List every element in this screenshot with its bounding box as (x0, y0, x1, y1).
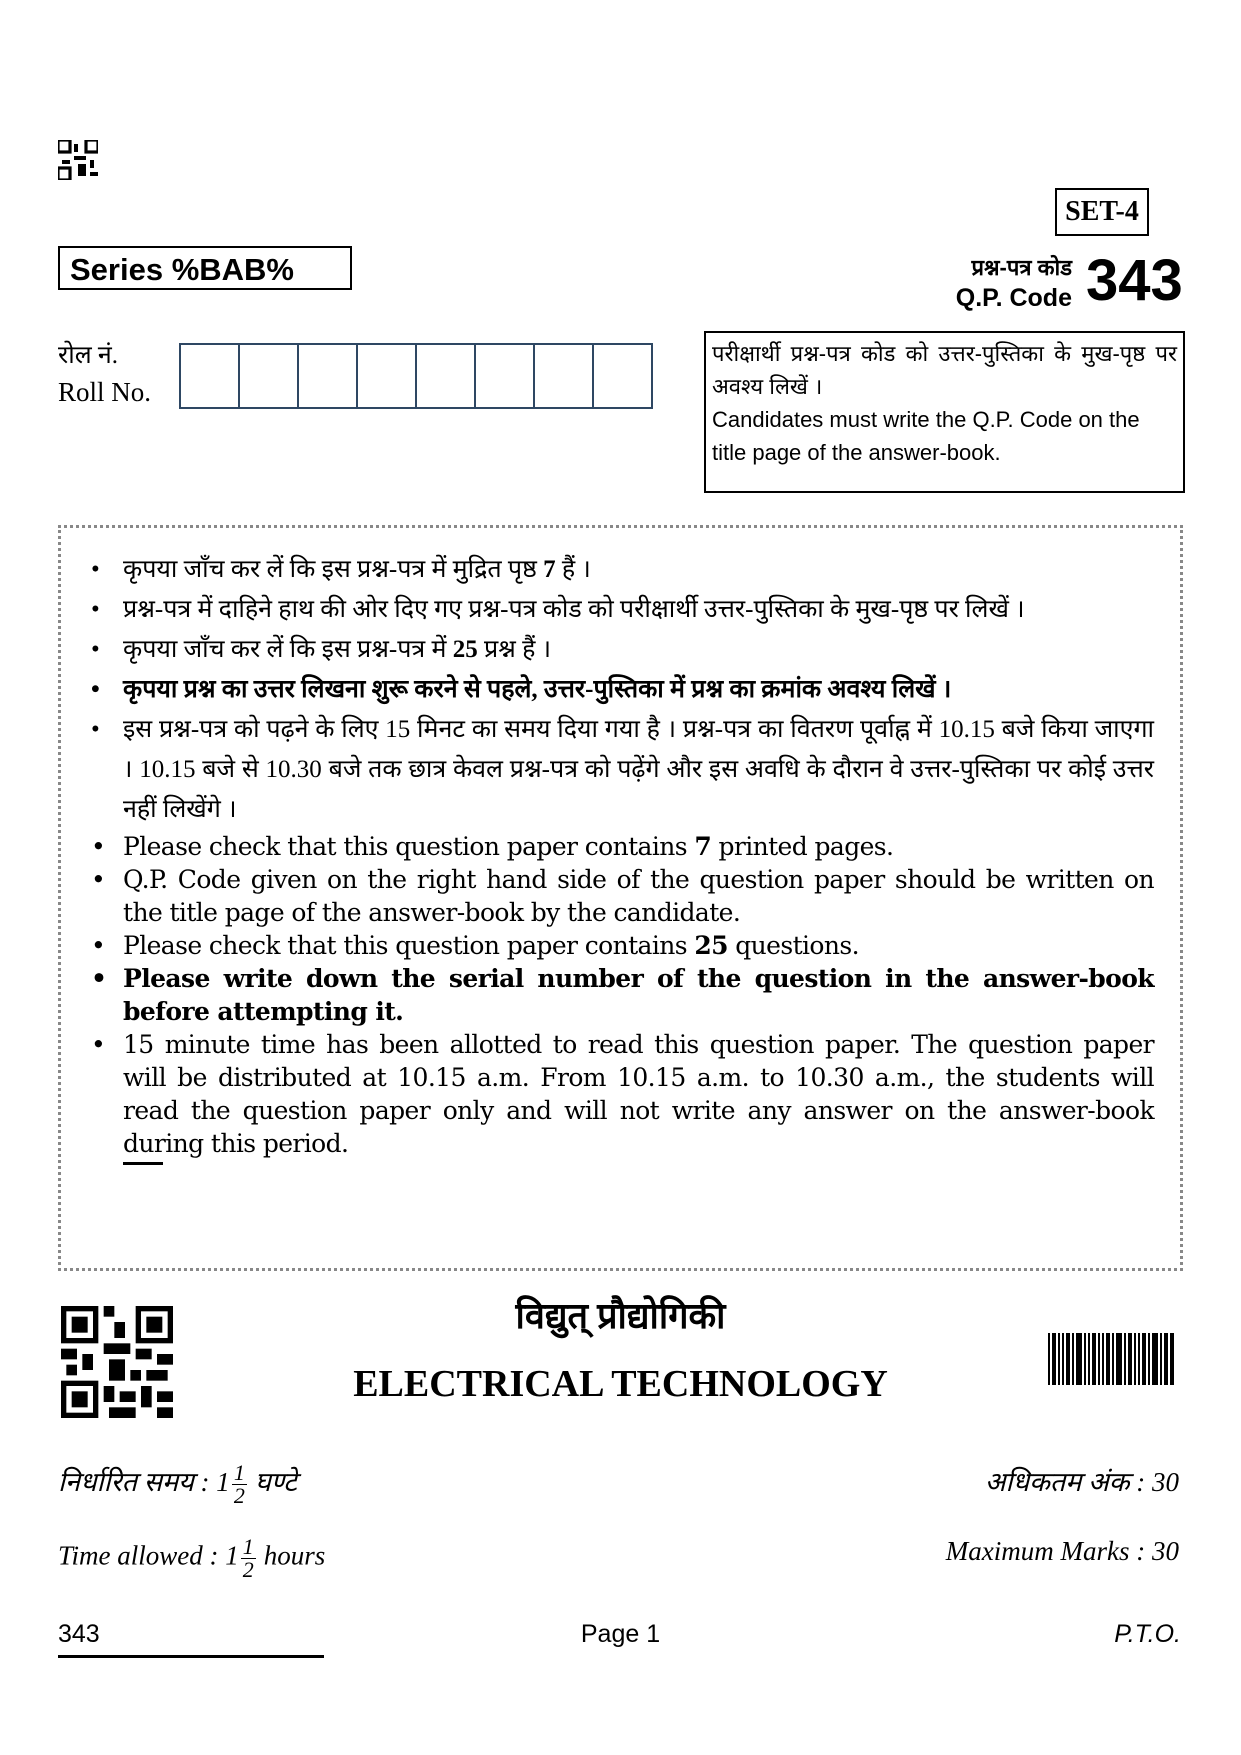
instruction-item: • Please write down the serial number of the question in the answer-book before attempting it. (91, 962, 1154, 1028)
page-number: Page 1 (580, 1620, 661, 1648)
instruction-item: • इस प्रश्न-पत्र को पढ़ने के लिए 15 मिनट का समय दिया गया है । प्रश्न-पत्र का वितरण पूर्वाह्न में 10.15 बजे किया जाएगा । 10.15 बजे से 10.30 बजे तक छात्र केवल प्रश्न-पत्र को पढ़ेंगे और इस अवधि के दौरान वे उत्तर-पुस्तिका पर कोई उत्तर नहीं लिखेंगे । (91, 710, 1154, 830)
roll-digit-box[interactable] (535, 345, 594, 407)
instruction-text: प्रश्न हैं । (477, 636, 552, 663)
instruction-item: • 15 minute time has been allotted to read this question paper. The question paper will be distributed at 10.15 a.m. From 10.15 a.m. to 10.30 a.m., the students will read the question paper only and will not write any answer on the answer-book during this period. (91, 1028, 1154, 1160)
fraction-denominator: 2 (233, 1483, 245, 1509)
pto-label: P.T.O. (1114, 1620, 1181, 1648)
instruction-text: कृपया जाँच कर लें कि इस प्रश्न-पत्र में मुद्रित पृष्ठ (123, 556, 544, 583)
instruction-item: • प्रश्न-पत्र में दाहिने हाथ की ओर दिए गए प्रश्न-पत्र कोड को परीक्षार्थी उत्तर-पुस्तिका के मुख-पृष्ठ पर लिखें । (91, 590, 1154, 630)
roll-number-boxes (179, 343, 653, 409)
time-allowed (58, 1536, 325, 1581)
instructions-hindi (91, 550, 1154, 830)
small-qr-code-icon (58, 140, 98, 180)
instruction-bold: 7 (543, 556, 556, 583)
fraction (232, 1462, 247, 1507)
instruction-text: Please check that this question paper contains (123, 832, 695, 861)
roll-digit-box[interactable] (181, 345, 240, 407)
time-allowed-hindi (58, 1462, 297, 1507)
footer-underline (58, 1655, 324, 1658)
instruction-item (91, 550, 1154, 590)
instruction-text: printed pages. (711, 832, 894, 861)
instruction-bold: 7 (694, 832, 712, 861)
roll-label-hindi: रोल नं. (58, 342, 119, 369)
barcode-icon (1048, 1333, 1174, 1385)
qp-code-label: Q.P. Code (955, 284, 1072, 312)
roll-digit-box[interactable] (476, 345, 535, 407)
fraction-numerator: 1 (233, 1460, 245, 1486)
time-unit-hindi: घण्टे (254, 1467, 297, 1497)
instruction-text: Please check that this question paper contains (123, 931, 695, 960)
time-label-hindi: निर्धारित समय : 1 (58, 1467, 230, 1497)
footer-code: 343 (58, 1620, 100, 1648)
instruction-text: हैं । (555, 556, 591, 583)
instruction-item: • Q.P. Code given on the right hand side of the question paper should be written on the title page of the answer-book by the candidate. (91, 863, 1154, 929)
maximum-marks-hindi: अधिकतम अंक : 30 (984, 1467, 1179, 1497)
instruction-text: questions. (727, 931, 859, 960)
qp-code-notice (704, 331, 1185, 493)
fraction (241, 1536, 256, 1581)
notice-english: Candidates must write the Q.P. Code on the title page of the answer-book. (712, 407, 1140, 465)
instruction-item: • कृपया प्रश्न का उत्तर लिखना शुरू करने से पहले, उत्तर-पुस्तिका में प्रश्न का क्रमांक अवश्य लिखें । (91, 670, 1154, 710)
qp-code-label-hindi: प्रश्न-पत्र कोड (971, 255, 1072, 280)
fraction-denominator: 2 (242, 1557, 254, 1582)
subject-title: ELECTRICAL TECHNOLOGY (353, 1363, 888, 1405)
fraction-numerator: 1 (242, 1534, 254, 1559)
instruction-bold: 25 (694, 931, 728, 960)
qp-code-number: 343 (1086, 248, 1183, 313)
end-dash (123, 1162, 163, 1165)
roll-digit-box[interactable] (417, 345, 476, 407)
time-unit: hours (263, 1540, 326, 1571)
subject-title-hindi: विद्युत् प्रौद्योगिकी (515, 1296, 726, 1336)
roll-label: Roll No. (58, 377, 152, 407)
instructions-box (58, 525, 1183, 1271)
roll-digit-box[interactable] (594, 345, 651, 407)
instruction-item (91, 929, 1154, 962)
instruction-text: कृपया जाँच कर लें कि इस प्रश्न-पत्र में (123, 636, 453, 663)
series-label: Series %BAB% (58, 246, 352, 290)
maximum-marks: Maximum Marks : 30 (945, 1536, 1179, 1566)
roll-digit-box[interactable] (299, 345, 358, 407)
set-label: SET-4 (1055, 188, 1149, 236)
instructions-english (91, 830, 1154, 1160)
time-label: Time allowed : 1 (58, 1540, 239, 1571)
roll-digit-box[interactable] (240, 345, 299, 407)
roll-digit-box[interactable] (358, 345, 417, 407)
instruction-bold: 25 (452, 636, 478, 663)
notice-hindi: परीक्षार्थी प्रश्न-पत्र कोड को उत्तर-पुस्तिका के मुख-पृष्ठ पर अवश्य लिखें । (712, 341, 1177, 399)
instruction-item (91, 830, 1154, 863)
instruction-item (91, 630, 1154, 670)
